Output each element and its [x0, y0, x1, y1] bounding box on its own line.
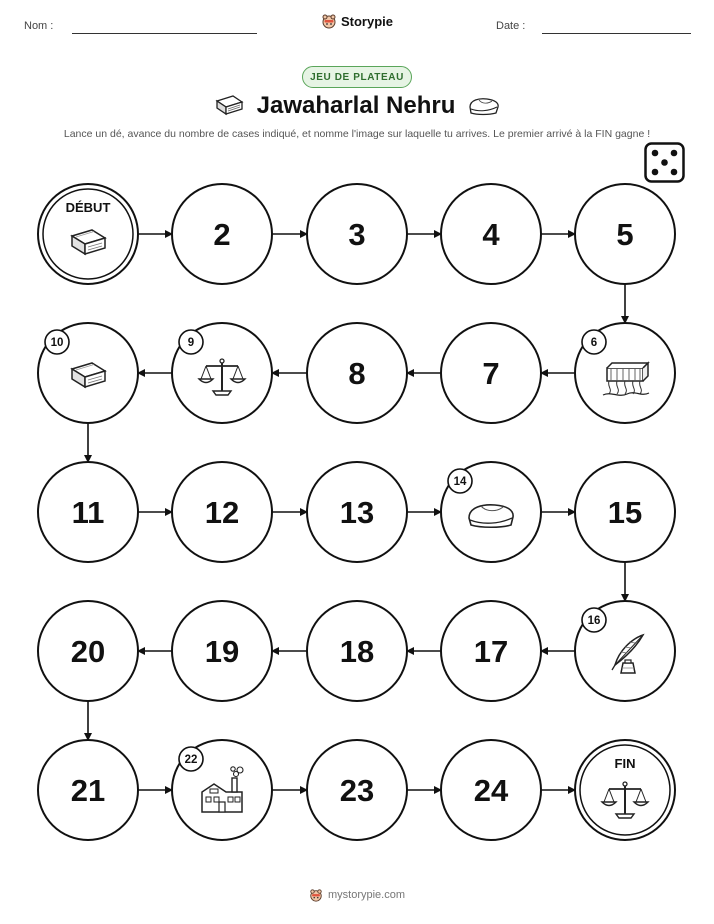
- cell-number: 4: [482, 217, 500, 252]
- board-cell-5[interactable]: [575, 184, 675, 284]
- cell-number: 7: [482, 356, 500, 391]
- board-cell-11[interactable]: [38, 462, 138, 562]
- board-cell-20[interactable]: [38, 601, 138, 701]
- cell-number: 11: [71, 495, 105, 530]
- cell-number: 20: [70, 634, 106, 669]
- cell-badge-number: 6: [590, 337, 598, 349]
- cell-number: 23: [339, 773, 375, 808]
- cell-number: 3: [348, 217, 366, 252]
- footer-url: mystorypie.com: [327, 889, 406, 901]
- cell-number: 19: [204, 634, 240, 669]
- board-cell-9[interactable]: [172, 323, 272, 423]
- board-cell-15[interactable]: [575, 462, 675, 562]
- board-cell-19[interactable]: [172, 601, 272, 701]
- cell-badge-number: 22: [184, 754, 198, 766]
- start-label: DÉBUT: [65, 200, 111, 215]
- cell-number: 21: [70, 773, 106, 808]
- cell-badge-number: 16: [587, 615, 601, 627]
- board-cell-2[interactable]: [172, 184, 272, 284]
- instructions: Lance un dé, avance du nombre de cases indiqué, et nomme l'image sur laquelle tu arrives. Le premier arrivé à la FIN gagne !: [63, 128, 651, 140]
- board-cell-16[interactable]: [575, 601, 675, 701]
- board-cell-12[interactable]: [172, 462, 272, 562]
- cell-number: 8: [348, 356, 366, 391]
- date-label: Date :: [496, 20, 526, 32]
- board-cell-18[interactable]: [307, 601, 407, 701]
- board-cell-3[interactable]: [307, 184, 407, 284]
- end-label: FIN: [614, 756, 636, 771]
- board-cell-13[interactable]: [307, 462, 407, 562]
- board-cell-14[interactable]: [441, 462, 541, 562]
- cell-number: 13: [339, 495, 375, 530]
- cell-number: 5: [616, 217, 634, 252]
- board-cell-25[interactable]: [575, 740, 675, 840]
- cell-number: 17: [473, 634, 509, 669]
- name-label: Nom :: [24, 20, 54, 32]
- cell-number: 12: [204, 495, 240, 530]
- mascot-icon: [309, 888, 323, 902]
- board-cell-7[interactable]: [441, 323, 541, 423]
- brand-name: Storypie: [340, 13, 393, 29]
- cap-icon: [469, 505, 513, 527]
- board-cell-23[interactable]: [307, 740, 407, 840]
- board-cell-8[interactable]: [307, 323, 407, 423]
- cell-badge-number: 10: [50, 337, 64, 349]
- cell-badge-number: 14: [453, 476, 467, 488]
- cell-number: 24: [473, 773, 509, 808]
- board-cell-4[interactable]: [441, 184, 541, 284]
- board-cell-21[interactable]: [38, 740, 138, 840]
- cell-badge-number: 9: [187, 337, 195, 349]
- footer: [0, 888, 714, 902]
- board-cell-1[interactable]: [38, 184, 138, 284]
- cell-number: 2: [213, 217, 231, 252]
- cell-number: 15: [607, 495, 643, 530]
- category-badge: JEU DE PLATEAU: [302, 66, 412, 88]
- page-title: Jawaharlal Nehru: [256, 92, 456, 119]
- board-cell-17[interactable]: [441, 601, 541, 701]
- board-cell-24[interactable]: [441, 740, 541, 840]
- board-cell-10[interactable]: [38, 323, 138, 423]
- board-cell-22[interactable]: [172, 740, 272, 840]
- cell-number: 18: [339, 634, 375, 669]
- board-cell-6[interactable]: [575, 323, 675, 423]
